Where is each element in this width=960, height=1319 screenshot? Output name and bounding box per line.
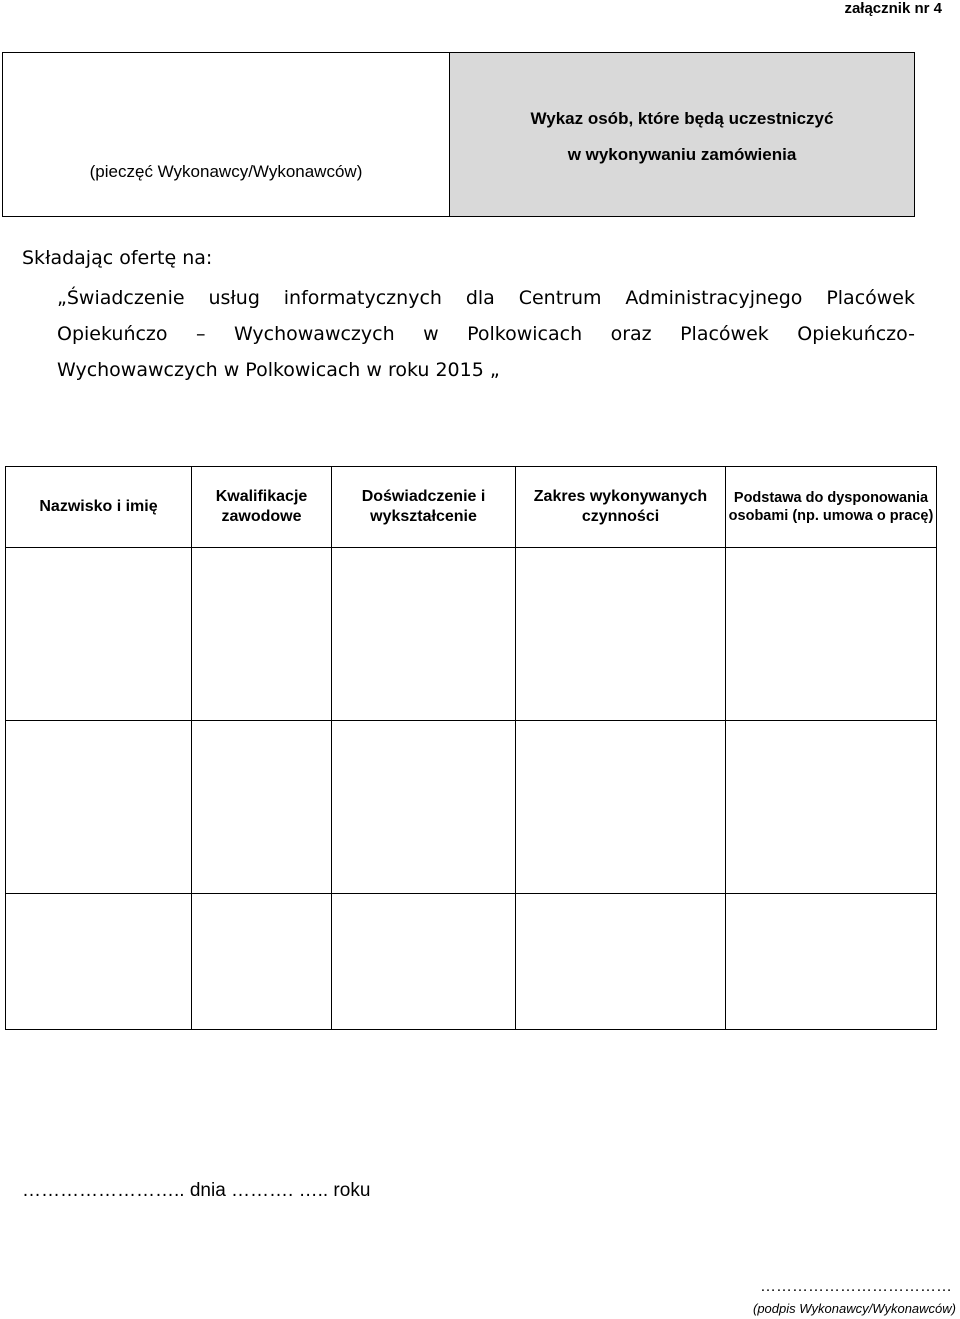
table-cell[interactable]	[726, 721, 937, 894]
offer-subject: „Świadczenie usług informatycznych dla Centrum Administracyjnego Placówek Opiekuńczo – Wychowawczych w Polkowicach oraz Placówek Opiekuńczo-Wychowawczych w Polkowicach w roku 2015 „	[57, 287, 915, 381]
table-cell[interactable]	[516, 721, 726, 894]
title-cell	[450, 53, 914, 216]
header-scope: Zakres wykonywanych czynności	[516, 467, 726, 548]
table-cell[interactable]	[6, 721, 192, 894]
header-experience: Doświadczenie i wykształcenie	[332, 467, 516, 548]
table-cell[interactable]	[192, 721, 332, 894]
header-basis: Podstawa do dysponowania osobami (np. umowa o pracę)	[726, 467, 937, 548]
document-title-line-2: w wykonywaniu zamówienia	[567, 145, 797, 164]
table-row	[6, 548, 937, 721]
header-qualifications: Kwalifikacje zawodowe	[192, 467, 332, 548]
persons-table	[5, 466, 937, 1030]
table-cell[interactable]	[6, 894, 192, 1030]
table-row	[6, 894, 937, 1030]
table-header-row	[6, 467, 937, 548]
table-cell[interactable]	[516, 894, 726, 1030]
document-title-line-1: Wykaz osób, które będą uczestniczyć	[530, 109, 834, 128]
header-name: Nazwisko i imię	[6, 467, 192, 548]
table-cell[interactable]	[516, 548, 726, 721]
table-row	[6, 721, 937, 894]
table-cell[interactable]	[332, 894, 516, 1030]
date-line: …………………….. dnia ………. ….. roku	[22, 1180, 371, 1201]
table-cell[interactable]	[6, 548, 192, 721]
attachment-label: załącznik nr 4	[844, 0, 942, 17]
table-cell[interactable]	[726, 894, 937, 1030]
signature-line: ………………………………	[760, 1278, 952, 1295]
table-cell[interactable]	[726, 548, 937, 721]
offer-label: Składając ofertę na:	[22, 247, 213, 269]
table-cell[interactable]	[192, 894, 332, 1030]
signature-label: (podpis Wykonawcy/Wykonawców)	[752, 1301, 956, 1316]
table-cell[interactable]	[332, 721, 516, 894]
stamp-text: (pieczęć Wykonawcy/Wykonawców)	[89, 162, 363, 181]
stamp-cell	[3, 53, 450, 216]
header-box	[2, 52, 915, 217]
table-cell[interactable]	[192, 548, 332, 721]
table-cell[interactable]	[332, 548, 516, 721]
